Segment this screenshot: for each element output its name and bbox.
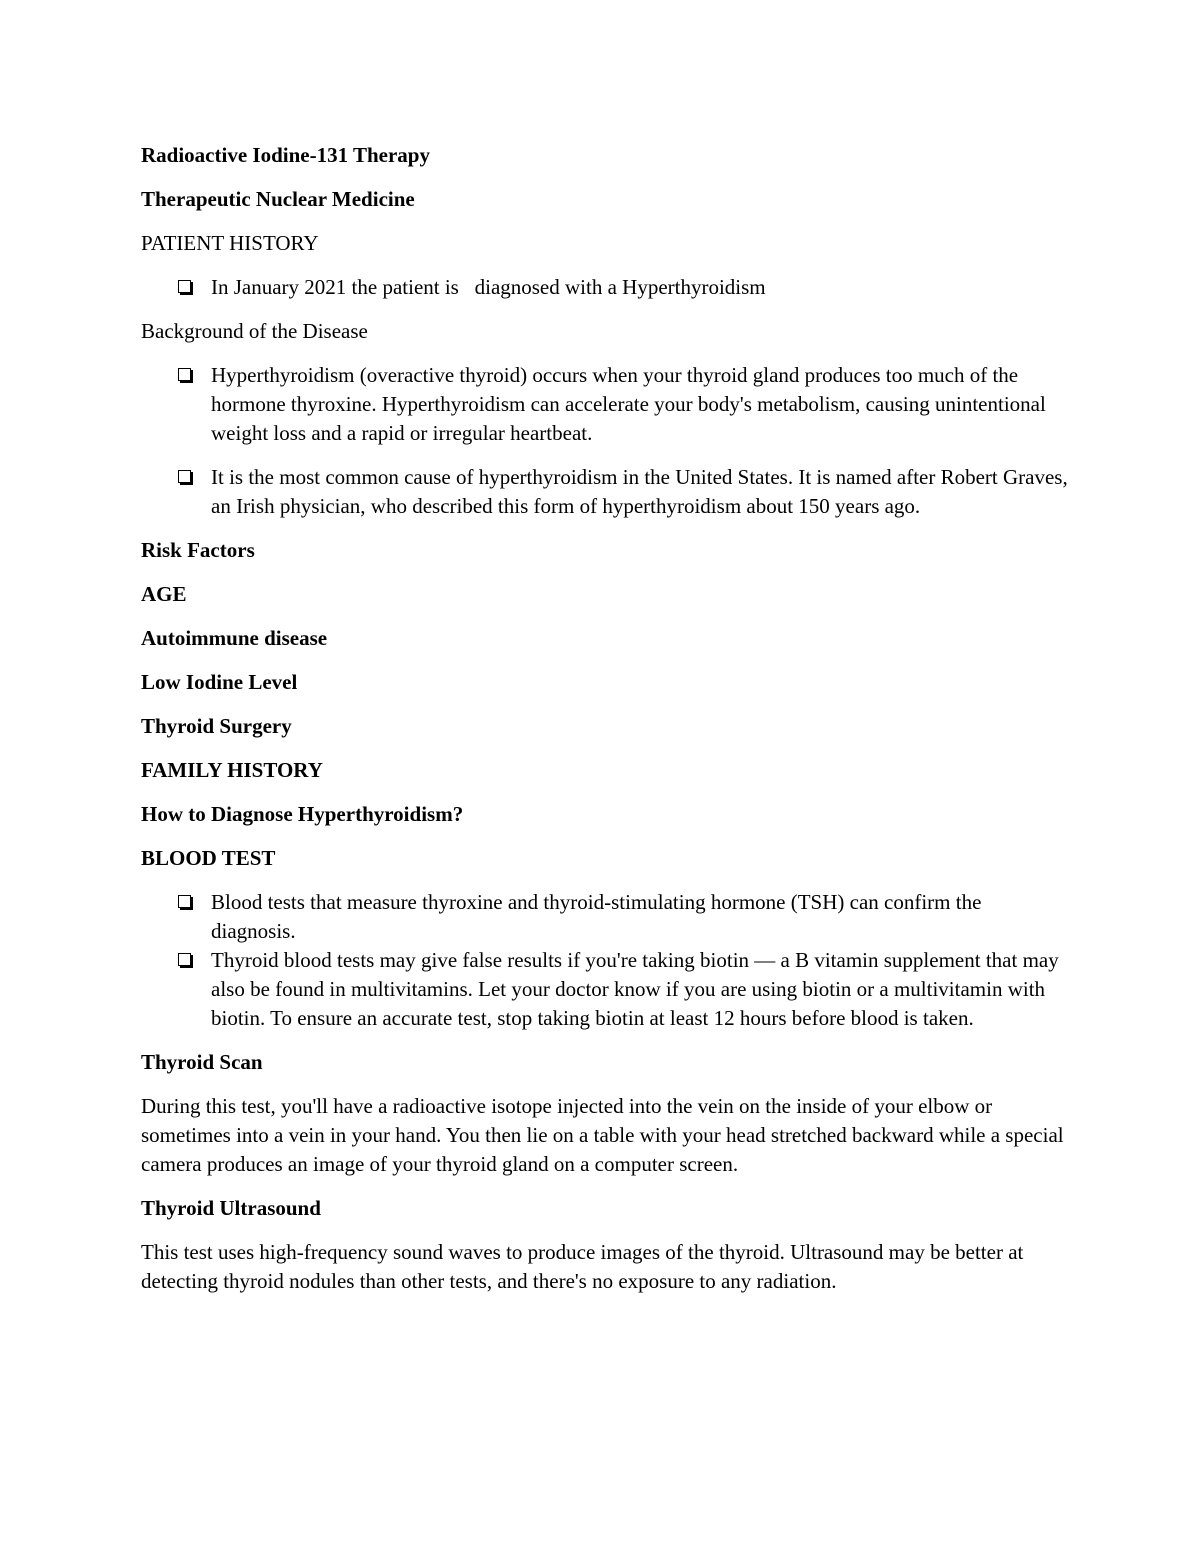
list-item bbox=[141, 463, 1071, 521]
document-title: Radioactive Iodine-131 Therapy bbox=[141, 143, 430, 167]
document-subtitle: Therapeutic Nuclear Medicine bbox=[141, 187, 415, 211]
background-heading: Background of the Disease bbox=[141, 319, 368, 343]
risk-factor-item: Autoimmune disease bbox=[141, 626, 328, 650]
blood-test-list bbox=[141, 888, 1071, 1033]
risk-factor-item: Thyroid Surgery bbox=[141, 714, 292, 738]
background-list bbox=[141, 361, 1071, 521]
list-item-text: Thyroid blood tests may give false results if you're taking biotin — a B vitamin supplement that may also be found in multivitamins. Let your doctor know if you are using biotin or a multivitamin with biotin. To ensure an accurate test, stop taking biotin at least 12 hours before blood is taken. bbox=[211, 948, 1059, 1030]
ultrasound-text: This test uses high-frequency sound waves to produce images of the thyroid. Ultrasound may be better at detecting thyroid nodules than other tests, and there's no exposure to any radiation. bbox=[141, 1240, 1024, 1293]
list-item bbox=[141, 946, 1071, 1033]
risk-factor-item: Low Iodine Level bbox=[141, 670, 298, 694]
thyroid-scan-heading: Thyroid Scan bbox=[141, 1050, 263, 1074]
checkbox-icon bbox=[178, 470, 191, 483]
checkbox-icon bbox=[178, 280, 191, 293]
patient-history-heading: PATIENT HISTORY bbox=[141, 231, 319, 255]
patient-history-list bbox=[141, 273, 1071, 302]
list-item-text: It is the most common cause of hyperthyroidism in the United States. It is named after Robert Graves, an Irish physician, who described this form of hyperthyroidism about 150 years ago. bbox=[211, 465, 1068, 518]
document-page bbox=[141, 141, 1071, 1311]
list-item bbox=[141, 888, 1071, 946]
ultrasound-heading: Thyroid Ultrasound bbox=[141, 1196, 321, 1220]
thyroid-scan-text: During this test, you'll have a radioactive isotope injected into the vein on the inside of your elbow or sometimes into a vein in your hand. You then lie on a table with your head stretched backward while a special camera produces an image of your thyroid gland on a computer screen. bbox=[141, 1094, 1064, 1176]
list-item bbox=[141, 361, 1071, 448]
risk-factors-heading: Risk Factors bbox=[141, 538, 255, 562]
checkbox-icon bbox=[178, 953, 191, 966]
blood-test-heading: BLOOD TEST bbox=[141, 846, 276, 870]
risk-factor-item: FAMILY HISTORY bbox=[141, 758, 323, 782]
checkbox-icon bbox=[178, 368, 191, 381]
list-item-text: Hyperthyroidism (overactive thyroid) occurs when your thyroid gland produces too much of the hormone thyroxine. Hyperthyroidism can accelerate your body's metabolism, causing unintentional weight loss and a rapid or irregular heartbeat. bbox=[211, 363, 1046, 445]
list-item-text: In January 2021 the patient is diagnosed with a Hyperthyroidism bbox=[211, 275, 766, 299]
list-item-text: Blood tests that measure thyroxine and thyroid-stimulating hormone (TSH) can confirm the diagnosis. bbox=[211, 890, 982, 943]
list-item bbox=[141, 273, 1071, 302]
checkbox-icon bbox=[178, 895, 191, 908]
risk-factor-item: AGE bbox=[141, 582, 187, 606]
diagnose-heading: How to Diagnose Hyperthyroidism? bbox=[141, 802, 464, 826]
